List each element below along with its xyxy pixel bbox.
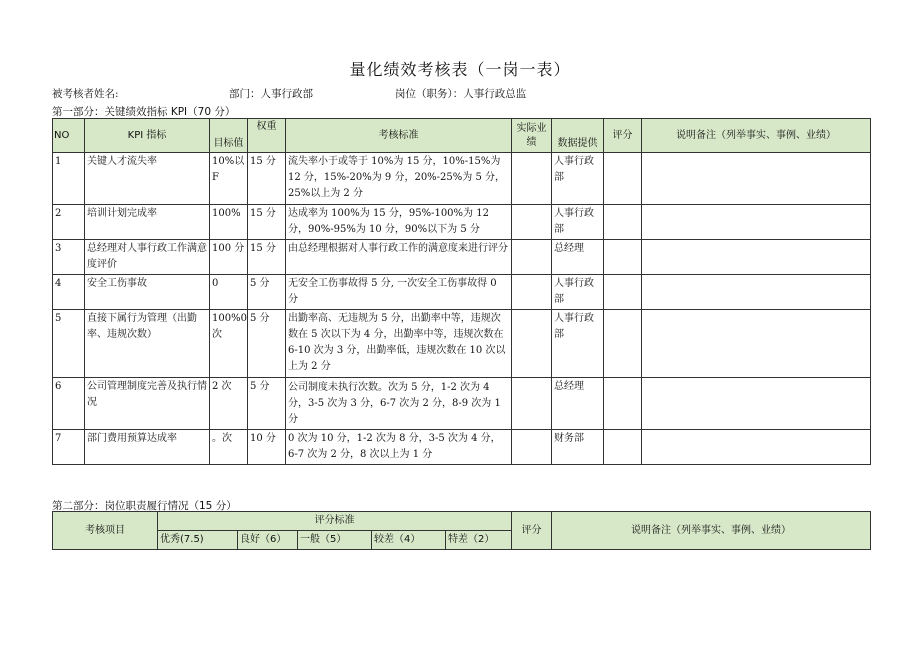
evaluee-name-label: 被考核者姓名:: [52, 88, 119, 100]
row-source: 人事行政部: [552, 275, 604, 310]
row-no: 4: [53, 275, 85, 310]
row-weight: 10 分: [248, 430, 286, 465]
row-source: 人事行政部: [552, 153, 604, 205]
row-no: 3: [53, 240, 85, 275]
row-actual: [512, 378, 552, 430]
level-excellent: 优秀(7.5): [158, 531, 238, 550]
row-remarks: [642, 310, 871, 378]
row-remarks: [642, 153, 871, 205]
row-score: [604, 378, 642, 430]
row-target: 0: [210, 275, 248, 310]
header-standard: 评分标准: [158, 512, 512, 531]
row-criteria: 0 次为 10 分，1-2 次为 8 分，3-5 次为 4 分，6-7 次为 2 分，8 次以上为 1 分: [286, 430, 512, 465]
row-kpi: 安全工伤事故: [85, 275, 210, 310]
row-actual: [512, 205, 552, 240]
row-kpi: 直接下属行为管理（出勤率、违规次数）: [85, 310, 210, 378]
row-criteria: 出勤率高、无违规为 5 分，出勤率中等，违规次数在 5 次以下为 4 分，出勤率中等，违规次数在 6-10 次为 3 分，出勤率低，违规次数在 10 次以上为 2 分: [286, 310, 512, 378]
row-criteria: 无安全工伤事故得 5 分, 一次安全工伤事故得 0 分: [286, 275, 512, 310]
row-kpi: 总经理对人事行政工作满意度评价: [85, 240, 210, 275]
row-remarks: [642, 275, 871, 310]
row-source: 财务部: [552, 430, 604, 465]
row-actual: [512, 430, 552, 465]
header-kpi: KPI 指标: [85, 119, 210, 153]
table-row: [53, 275, 871, 310]
table-row: [53, 378, 871, 430]
row-criteria: 流失率小于或等于 10%为 15 分，10%-15%为 12 分，15%-20%为 9 分，20%-25%为 5 分，25%以上为 2 分: [286, 153, 512, 205]
row-remarks: [642, 240, 871, 275]
row-source: 人事行政部: [552, 205, 604, 240]
kpi-header-row: [53, 119, 871, 153]
duties-table: [52, 511, 871, 550]
header-no: NO: [53, 119, 85, 153]
row-no: 1: [53, 153, 85, 205]
row-kpi: 培训计划完成率: [85, 205, 210, 240]
row-source: 人事行政部: [552, 310, 604, 378]
table-row: [53, 430, 871, 465]
duties-header-row: [53, 512, 871, 531]
table-row: [53, 310, 871, 378]
row-weight: 15 分: [248, 153, 286, 205]
row-weight: 15 分: [248, 205, 286, 240]
row-kpi: 部门费用预算达成率: [85, 430, 210, 465]
row-weight: 5 分: [248, 310, 286, 378]
table-row: [53, 153, 871, 205]
header-actual: 实际业绩: [512, 119, 552, 153]
row-weight: 5 分: [248, 378, 286, 430]
row-target: 100%0 次: [210, 310, 248, 378]
row-weight: 5 分: [248, 275, 286, 310]
level-good: 良好（6）: [238, 531, 298, 550]
page-title: 量化绩效考核表（一岗一表）: [349, 60, 571, 79]
level-very-poor: 特差（2）: [446, 531, 512, 550]
header-remarks: 说明备注（列举事实、事例、业绩）: [552, 512, 871, 550]
header-target: 目标值: [210, 119, 248, 153]
row-score: [604, 275, 642, 310]
header-source: 数据提供: [552, 119, 604, 153]
row-score: [604, 240, 642, 275]
level-poor: 较差（4）: [372, 531, 446, 550]
part2-heading: 第二部分：岗位职责履行情况（15 分）: [52, 500, 237, 512]
row-kpi: 关键人才流失率: [85, 153, 210, 205]
header-item: 考核项目: [53, 512, 158, 550]
row-target: 100 分: [210, 240, 248, 275]
row-score: [604, 430, 642, 465]
department-label: 部门：人事行政部: [229, 88, 313, 100]
row-target: 100%: [210, 205, 248, 240]
row-target: 2 次: [210, 378, 248, 430]
row-remarks: [642, 430, 871, 465]
row-target: 。次: [210, 430, 248, 465]
header-score: 评分: [604, 119, 642, 153]
row-score: [604, 310, 642, 378]
row-source: 总经理: [552, 378, 604, 430]
header-weight: 权重: [248, 119, 286, 153]
row-actual: [512, 153, 552, 205]
row-remarks: [642, 378, 871, 430]
level-average: 一般（5）: [298, 531, 372, 550]
header-criteria: 考核标准: [286, 119, 512, 153]
row-source: 总经理: [552, 240, 604, 275]
row-actual: [512, 310, 552, 378]
row-target: 10%以 F: [210, 153, 248, 205]
position-label: 岗位（职务）：人事行政总监: [395, 88, 527, 100]
row-criteria: 由总经理根据对人事行政工作的满意度来进行评分: [286, 240, 512, 275]
row-no: 6: [53, 378, 85, 430]
row-weight: 15 分: [248, 240, 286, 275]
kpi-table: [52, 118, 871, 465]
header-score: 评分: [512, 512, 552, 550]
row-actual: [512, 240, 552, 275]
row-no: 7: [53, 430, 85, 465]
row-actual: [512, 275, 552, 310]
header-remarks: 说明备注（列举事实、事例、业绩）: [642, 119, 871, 153]
table-row: [53, 240, 871, 275]
row-score: [604, 153, 642, 205]
table-row: [53, 205, 871, 240]
row-score: [604, 205, 642, 240]
row-no: 5: [53, 310, 85, 378]
row-criteria: 达成率为 100%为 15 分，95%-100%为 12 分，90%-95%为 10 分，90%以下为 5 分: [286, 205, 512, 240]
part1-heading: 第一部分：关键绩效指标 KPI（70 分）: [52, 106, 236, 118]
row-criteria: 公司制度未执行次数。次为 5 分，1-2 次为 4 分，3-5 次为 3 分，6-7 次为 2 分，8-9 次为 1 分: [286, 378, 512, 430]
row-no: 2: [53, 205, 85, 240]
row-kpi: 公司管理制度完善及执行情况: [85, 378, 210, 430]
row-remarks: [642, 205, 871, 240]
